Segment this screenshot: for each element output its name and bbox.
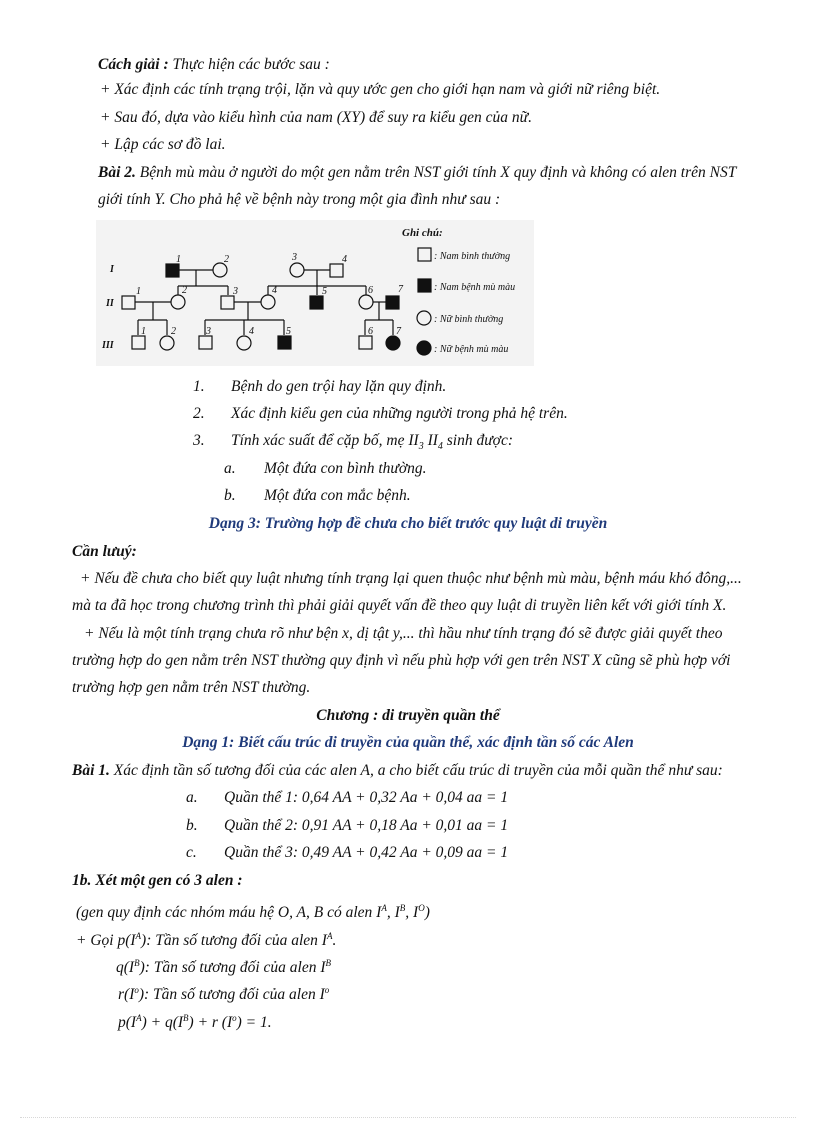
gen-label-3: III xyxy=(102,340,114,351)
gen2-male-affected-5 xyxy=(310,296,323,309)
ind-label: 2 xyxy=(171,326,176,337)
legend-male-normal-icon xyxy=(418,248,431,261)
section1b-line1: (gen quy định các nhóm máu hệ O, A, B có alen $I^A$, $I^B$, $I^O$) xyxy=(76,903,430,922)
gen1-male-affected-1 xyxy=(166,264,179,277)
ind-label: 4 xyxy=(249,326,254,337)
ind-label: 5 xyxy=(322,286,327,297)
dang1-heading: Dạng 1: Biết cấu trúc di truyền của quần thể, xác định tần số các Alen xyxy=(182,734,634,751)
solution-step-1: + Xác định các tính trạng trội, lặn và quy ước gen cho giới hạn nam và giới nữ riêng biệt. xyxy=(100,81,661,98)
ind-label: 1 xyxy=(136,286,141,297)
bai2-line1 xyxy=(98,163,736,183)
bai2-label: Bài 2. xyxy=(98,164,136,181)
population-item xyxy=(186,816,509,836)
gen3-male-affected-5 xyxy=(278,336,291,349)
note-heading: Cần lưuý: xyxy=(72,543,137,560)
gen1-male-4 xyxy=(330,264,343,277)
bai2-text1: Bệnh mù màu ở người do một gen nằm trên NST giới tính X quy định và không có alen trên NST xyxy=(135,164,737,181)
subquestion-text: Một đứa con bình thường. xyxy=(264,460,427,477)
solution-intro: Thực hiện các bước sau : xyxy=(168,56,330,73)
population-text: Quần thể 2: 0,91 AA + 0,18 Aa + 0,01 aa = 1 xyxy=(224,817,509,834)
solution-step-2: + Sau đó, dựa vào kiểu hình của nam (XY) để suy ra kiểu gen của nữ. xyxy=(100,109,533,126)
population-item xyxy=(186,843,509,863)
subquestion-b xyxy=(224,486,411,506)
gen2-male-3 xyxy=(221,296,234,309)
legend-label: : Nam bình thường xyxy=(434,251,511,262)
gen1-female-2 xyxy=(213,263,227,277)
gen-label-2: II xyxy=(106,298,114,309)
ind-label: 1 xyxy=(141,326,146,337)
ind-label: 6 xyxy=(368,326,373,337)
legend-female-affected-icon xyxy=(417,341,431,355)
ind-label: 7 xyxy=(398,284,403,295)
question-num: 1. xyxy=(193,378,205,395)
question-text: Tính xác suất để cặp bố, mẹ $II_3$ $II_4$ sinh được: xyxy=(231,432,513,453)
subquestion-a xyxy=(224,459,427,479)
population-num: c. xyxy=(186,844,197,861)
ind-label: 4 xyxy=(342,254,347,265)
gen3-female-4 xyxy=(237,336,251,350)
ind-label: 3 xyxy=(206,326,211,337)
gen2-female-6 xyxy=(359,295,373,309)
question-text: Xác định kiểu gen của những người trong phả hệ trên. xyxy=(231,405,568,422)
ind-label: 6 xyxy=(368,285,373,296)
legend-label: : Nam bệnh mù màu xyxy=(434,282,516,293)
section1b-r-line: $r(I^o)$: Tần số tương đối của alen $I^o$ xyxy=(118,985,330,1004)
population-item xyxy=(186,788,509,808)
gen3-female-affected-7 xyxy=(386,336,400,350)
note-line: mà ta đã học trong chương trình thì phải giải quyết vấn đề theo quy luật di truyền liên kết với giới tính X. xyxy=(72,597,727,614)
ind-label: 2 xyxy=(224,254,229,265)
note-line: + Nếu đề chưa cho biết quy luật nhưng tính trạng lại quen thuộc như bệnh mù màu, bệnh máu khó đông,... xyxy=(80,570,742,587)
ind-label: 2 xyxy=(182,285,187,296)
section1b-heading: 1b. Xét một gen có 3 alen : xyxy=(72,872,243,889)
gen2-male-1 xyxy=(122,296,135,309)
legend-label: : Nữ bình thường xyxy=(434,314,504,325)
question-num: 2. xyxy=(193,405,205,422)
note-line: + Nếu là một tính trạng chưa rõ như bện x, dị tật y,... thì hầu như tính trạng đó sẽ được giải quyết theo xyxy=(84,625,723,642)
question-1 xyxy=(193,377,447,397)
pedigree-figure xyxy=(96,220,534,366)
note-line: trường hợp do gen nằm trên NST thường quy định vì nếu phù hợp với gen trên NST X cũng sẽ phù hợp với xyxy=(72,652,731,669)
population-num: a. xyxy=(186,789,198,806)
gen2-female-2 xyxy=(171,295,185,309)
ind-label: 7 xyxy=(396,326,401,337)
chapter-heading: Chương : di truyền quần thể xyxy=(316,707,500,724)
subquestion-num: b. xyxy=(224,487,236,504)
population-num: b. xyxy=(186,817,198,834)
legend-label: : Nữ bệnh mù màu xyxy=(434,344,509,355)
gen2-male-affected-7 xyxy=(386,296,399,309)
note-line: trường hợp gen nằm trên NST thường. xyxy=(72,679,311,696)
gen-label-1: I xyxy=(110,264,114,275)
bai2-line2: giới tính Y. Cho phả hệ về bệnh này trong một gia đình như sau : xyxy=(98,191,501,208)
legend-female-normal-icon xyxy=(417,311,431,325)
subquestion-num: a. xyxy=(224,460,236,477)
gen1-female-3 xyxy=(290,263,304,277)
population-text: Quần thể 3: 0,49 AA + 0,42 Aa + 0,09 aa = 1 xyxy=(224,844,509,861)
gen3-female-2 xyxy=(160,336,174,350)
gen3-male-1 xyxy=(132,336,145,349)
section1b-p-line: + Gọi $p(I^A)$: Tần số tương đối của alen $I^A$. xyxy=(76,931,337,950)
section1b-q-line: $q(I^B)$: Tần số tương đối của alen $I^B$ xyxy=(116,958,331,977)
gen3-male-6 xyxy=(359,336,372,349)
question-2 xyxy=(193,404,568,424)
ind-label: 3 xyxy=(233,286,238,297)
legend-male-affected-icon xyxy=(418,279,431,292)
ind-label: 5 xyxy=(286,326,291,337)
page-bottom-divider xyxy=(20,1117,796,1118)
pedigree-svg xyxy=(96,220,534,366)
solution-step-3: + Lập các sơ đồ lai. xyxy=(100,136,226,153)
section1b-equation: $p(I^A) + q(I^B) + r$ $(I^o) = 1$. xyxy=(118,1013,272,1032)
question-3 xyxy=(193,431,513,453)
ind-label: 1 xyxy=(176,254,181,265)
population-text: Quần thể 1: 0,64 AA + 0,32 Aa + 0,04 aa = 1 xyxy=(224,789,509,806)
ind-label: 4 xyxy=(272,285,277,296)
bai1-text: Xác định tần số tương đối của các alen A, a cho biết cấu trúc di truyền của mỗi quần thể như sau: xyxy=(109,762,723,779)
dang3-heading: Dạng 3: Trường hợp đề chưa cho biết trước quy luật di truyền xyxy=(208,515,608,532)
question-text: Bệnh do gen trội hay lặn quy định. xyxy=(231,378,447,395)
subquestion-text: Một đứa con mắc bệnh. xyxy=(264,487,411,504)
legend-title: Ghi chú: xyxy=(402,227,443,239)
bai1-line xyxy=(72,761,723,781)
gen2-female-4 xyxy=(261,295,275,309)
solution-heading: Cách giải : xyxy=(98,56,169,73)
bai1-label: Bài 1. xyxy=(72,762,110,779)
solution-line xyxy=(98,55,330,75)
question-num: 3. xyxy=(193,432,205,449)
ind-label: 3 xyxy=(292,252,297,263)
gen3-male-3 xyxy=(199,336,212,349)
